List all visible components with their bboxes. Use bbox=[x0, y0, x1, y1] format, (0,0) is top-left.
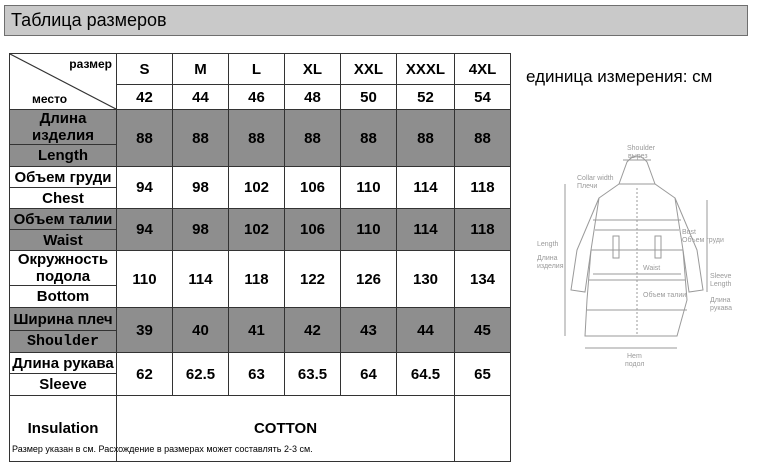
place-cell: 46 bbox=[229, 85, 285, 110]
diagram-label: Плечи bbox=[577, 183, 598, 190]
row-label-ru: Ширина плеч bbox=[10, 308, 117, 331]
value-cell: 42 bbox=[285, 308, 341, 353]
value-cell: 118 bbox=[455, 167, 511, 209]
coat-measurement-diagram bbox=[527, 140, 751, 375]
table-row bbox=[10, 167, 511, 188]
value-cell: 130 bbox=[397, 251, 455, 308]
size-cell: M bbox=[173, 54, 229, 85]
value-cell: 126 bbox=[341, 251, 397, 308]
value-cell: 102 bbox=[229, 209, 285, 251]
page-header bbox=[4, 5, 748, 36]
insulation-label: Insulation bbox=[10, 396, 117, 462]
value-cell: 88 bbox=[229, 110, 285, 167]
corner-size-label: размер bbox=[69, 57, 112, 71]
place-cell: 52 bbox=[397, 85, 455, 110]
value-cell: 45 bbox=[455, 308, 511, 353]
row-label-ru: Длина изделия bbox=[10, 110, 117, 145]
place-cell: 54 bbox=[455, 85, 511, 110]
value-cell: 118 bbox=[229, 251, 285, 308]
value-cell: 110 bbox=[117, 251, 173, 308]
value-cell: 134 bbox=[455, 251, 511, 308]
size-cell: S bbox=[117, 54, 173, 85]
diagram-label: Length bbox=[537, 241, 559, 248]
row-label-ru: Окружность подола bbox=[10, 251, 117, 286]
empty-cell bbox=[455, 396, 511, 462]
row-label-ru: Объем груди bbox=[10, 167, 117, 188]
value-cell: 118 bbox=[455, 209, 511, 251]
value-cell: 122 bbox=[285, 251, 341, 308]
value-cell: 88 bbox=[341, 110, 397, 167]
unit-note: единица измерения: см bbox=[526, 67, 713, 86]
row-label-ru: Длина рукава bbox=[10, 353, 117, 374]
value-cell: 62.5 bbox=[173, 353, 229, 396]
diagram-label: Длина bbox=[537, 255, 558, 262]
right-pocket bbox=[655, 236, 661, 258]
diagram-label: изделия bbox=[537, 263, 564, 270]
value-cell: 88 bbox=[173, 110, 229, 167]
value-cell: 98 bbox=[173, 167, 229, 209]
table-row bbox=[10, 251, 511, 286]
row-label-en: Bottom bbox=[10, 286, 117, 308]
diagram-label: Объем груди bbox=[682, 237, 724, 244]
value-cell: 65 bbox=[455, 353, 511, 396]
size-cell: 4XL bbox=[455, 54, 511, 85]
value-cell: 41 bbox=[229, 308, 285, 353]
diagram-label: Объем талии bbox=[643, 292, 687, 299]
value-cell: 43 bbox=[341, 308, 397, 353]
diagram-label: Length bbox=[710, 281, 732, 288]
left-pocket bbox=[613, 236, 619, 258]
page-title: Таблица размеров bbox=[11, 10, 167, 30]
diagram-label: Collar width bbox=[577, 175, 614, 182]
table-corner-cell bbox=[10, 54, 117, 110]
left-sleeve bbox=[571, 198, 599, 292]
value-cell: 102 bbox=[229, 167, 285, 209]
value-cell: 88 bbox=[455, 110, 511, 167]
value-cell: 94 bbox=[117, 209, 173, 251]
value-cell: 88 bbox=[397, 110, 455, 167]
row-label-en: Chest bbox=[10, 188, 117, 209]
diagram-label: подол bbox=[625, 361, 645, 368]
row-label-en: Length bbox=[10, 145, 117, 167]
diagram-label: Shoulder bbox=[627, 145, 656, 152]
value-cell: 110 bbox=[341, 167, 397, 209]
size-header-row bbox=[10, 54, 511, 85]
size-cell: XL bbox=[285, 54, 341, 85]
value-cell: 110 bbox=[341, 209, 397, 251]
value-cell: 106 bbox=[285, 209, 341, 251]
footnote: Размер указан в см. Расхождение в размерах может составлять 2-3 см. bbox=[12, 444, 313, 454]
place-cell: 48 bbox=[285, 85, 341, 110]
diagram-label: рукава bbox=[710, 305, 732, 312]
diagram-label: Sleeve bbox=[710, 273, 732, 280]
value-cell: 64 bbox=[341, 353, 397, 396]
value-cell: 98 bbox=[173, 209, 229, 251]
row-label-en: Waist bbox=[10, 230, 117, 251]
value-cell: 94 bbox=[117, 167, 173, 209]
value-cell: 106 bbox=[285, 167, 341, 209]
value-cell: 114 bbox=[397, 167, 455, 209]
diagram-label: вырез bbox=[628, 153, 648, 160]
value-cell: 64.5 bbox=[397, 353, 455, 396]
diagram-label: Длина bbox=[710, 297, 731, 304]
diagram-label: Waist bbox=[643, 265, 661, 272]
value-cell: 114 bbox=[173, 251, 229, 308]
insulation-value: COTTON bbox=[117, 396, 455, 462]
value-cell: 40 bbox=[173, 308, 229, 353]
size-cell: XXXL bbox=[397, 54, 455, 85]
value-cell: 88 bbox=[285, 110, 341, 167]
coat-outline bbox=[585, 184, 687, 336]
diagram-label: Hem bbox=[627, 353, 642, 360]
size-cell: XXL bbox=[341, 54, 397, 85]
row-label-en: Shoulder bbox=[10, 331, 117, 353]
value-cell: 63 bbox=[229, 353, 285, 396]
size-table bbox=[9, 53, 511, 462]
value-cell: 63.5 bbox=[285, 353, 341, 396]
table-row bbox=[10, 353, 511, 374]
right-sleeve bbox=[675, 198, 703, 292]
table-row bbox=[10, 209, 511, 230]
value-cell: 114 bbox=[397, 209, 455, 251]
corner-place-label: место bbox=[32, 92, 68, 106]
place-cell: 42 bbox=[117, 85, 173, 110]
table-row bbox=[10, 308, 511, 331]
place-cell: 44 bbox=[173, 85, 229, 110]
value-cell: 44 bbox=[397, 308, 455, 353]
value-cell: 88 bbox=[117, 110, 173, 167]
diagram-label: Bust bbox=[682, 229, 697, 236]
row-label-en: Sleeve bbox=[10, 374, 117, 396]
value-cell: 62 bbox=[117, 353, 173, 396]
size-cell: L bbox=[229, 54, 285, 85]
place-cell: 50 bbox=[341, 85, 397, 110]
value-cell: 39 bbox=[117, 308, 173, 353]
row-label-ru: Объем талии bbox=[10, 209, 117, 230]
table-row bbox=[10, 110, 511, 145]
